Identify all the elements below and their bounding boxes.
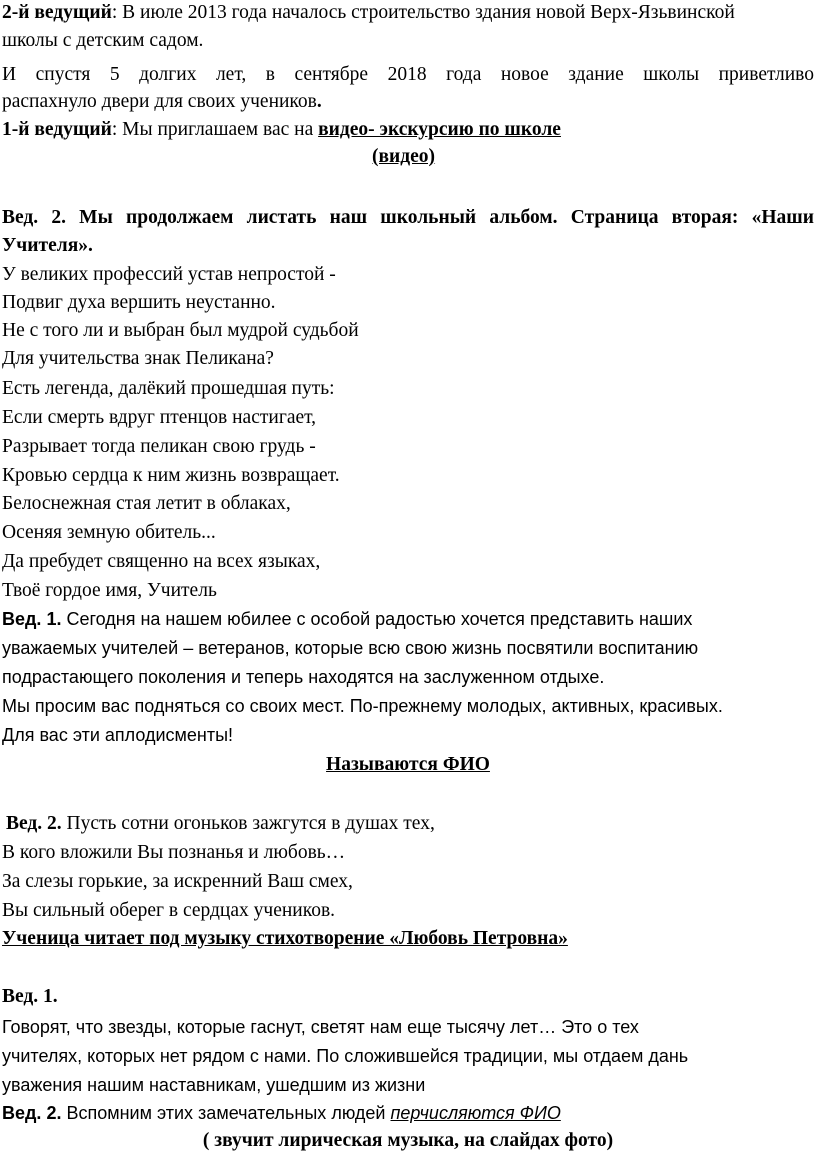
speaker-label: 1-й ведущий bbox=[2, 119, 112, 140]
poem-line: Для учительства знак Пеликана? bbox=[2, 348, 274, 369]
poem-line: Твоё гордое имя, Учитель bbox=[2, 580, 217, 601]
text-line: 2-й ведущий: В июле 2013 года началось строительство здания новой Верх-Язьвинской bbox=[2, 2, 735, 23]
poem-line: Белоснежная стая летит в облаках, bbox=[2, 493, 291, 514]
text-line: уважаемых учителей – ветеранов, которые всю свою жизнь посвятили воспитанию bbox=[2, 638, 699, 658]
video-tour-link: видео- экскурсию по школе bbox=[318, 119, 561, 140]
text-line: уважения нашим наставникам, ушедшим из жизни bbox=[2, 1075, 426, 1095]
text-line: учителях, которых нет рядом с нами. По сложившейся традиции, мы отдаем дань bbox=[2, 1046, 689, 1066]
poem-line: Подвиг духа вершить неустанно. bbox=[2, 292, 276, 313]
text-line: Вед. 2. Пусть сотни огоньков зажгутся в душах тех, bbox=[6, 813, 435, 834]
poem-line: За слезы горькие, за искренний Ваш смех, bbox=[2, 871, 353, 892]
video-label: (видео) bbox=[372, 146, 436, 167]
speaker-label: Вед. 1. bbox=[2, 986, 58, 1007]
text-line: И спустя 5 долгих лет, в сентябре 2018 года новое здание школы приветливо bbox=[2, 64, 814, 85]
text-line: Вед. 2. Вспомним этих замечательных людей перчисляются ФИО bbox=[2, 1103, 561, 1123]
text-line: подрастающего поколения и теперь находятся на заслуженном отдыхе. bbox=[2, 667, 605, 687]
text-line: Для вас эти аплодисменты! bbox=[2, 725, 234, 745]
poem-line: Разрывает тогда пеликан свою грудь - bbox=[2, 436, 316, 457]
poem-line: У великих профессий устав непростой - bbox=[2, 264, 336, 285]
poem-line: Если смерть вдруг птенцов настигает, bbox=[2, 407, 317, 428]
poem-line: Кровью сердца к ним жизнь возвращает. bbox=[2, 465, 340, 486]
poem-line: В кого вложили Вы познанья и любовь… bbox=[2, 842, 346, 863]
text-line: распахнуло двери для своих учеников. bbox=[2, 91, 322, 112]
poem-line: Осеняя земную обитель... bbox=[2, 522, 216, 543]
poem-line: Есть легенда, далёкий прошедшая путь: bbox=[2, 378, 335, 399]
text-line: школы с детским садом. bbox=[2, 30, 204, 51]
speaker-label: Вед. 1. bbox=[2, 609, 62, 629]
names-note: перчисляются ФИО bbox=[390, 1103, 561, 1123]
speaker-label: Вед. 2. bbox=[6, 813, 62, 834]
poem-line: Не с того ли и выбран был мудрой судьбой bbox=[2, 320, 359, 341]
stage-direction: ( звучит лирическая музыка, на слайдах фото) bbox=[202, 1130, 614, 1151]
text-line: Мы просим вас подняться со своих мест. По-прежнему молодых, активных, красивых. bbox=[2, 696, 723, 716]
names-heading: Называются ФИО bbox=[326, 754, 490, 775]
section-heading: Учителя». bbox=[2, 235, 93, 256]
text-line: 1-й ведущий: Мы приглашаем вас на видео- экскурсию по школе bbox=[2, 119, 561, 140]
stage-direction: Ученица читает под музыку стихотворение «Любовь Петровна» bbox=[2, 928, 568, 949]
speaker-label: 2-й ведущий bbox=[2, 2, 112, 23]
text-line: Говорят, что звезды, которые гаснут, светят нам еще тысячу лет… Это о тех bbox=[2, 1017, 639, 1037]
poem-line: Вы сильный оберег в сердцах учеников. bbox=[2, 900, 336, 921]
text-line: Вед. 1. Сегодня на нашем юбилее с особой радостью хочется представить наших bbox=[2, 609, 693, 629]
speaker-label: Вед. 2. bbox=[2, 1103, 62, 1123]
section-heading: Вед. 2. Мы продолжаем листать наш школьный альбом. Страница вторая: «Наши bbox=[2, 207, 814, 228]
poem-line: Да пребудет священно на всех языках, bbox=[2, 551, 321, 572]
